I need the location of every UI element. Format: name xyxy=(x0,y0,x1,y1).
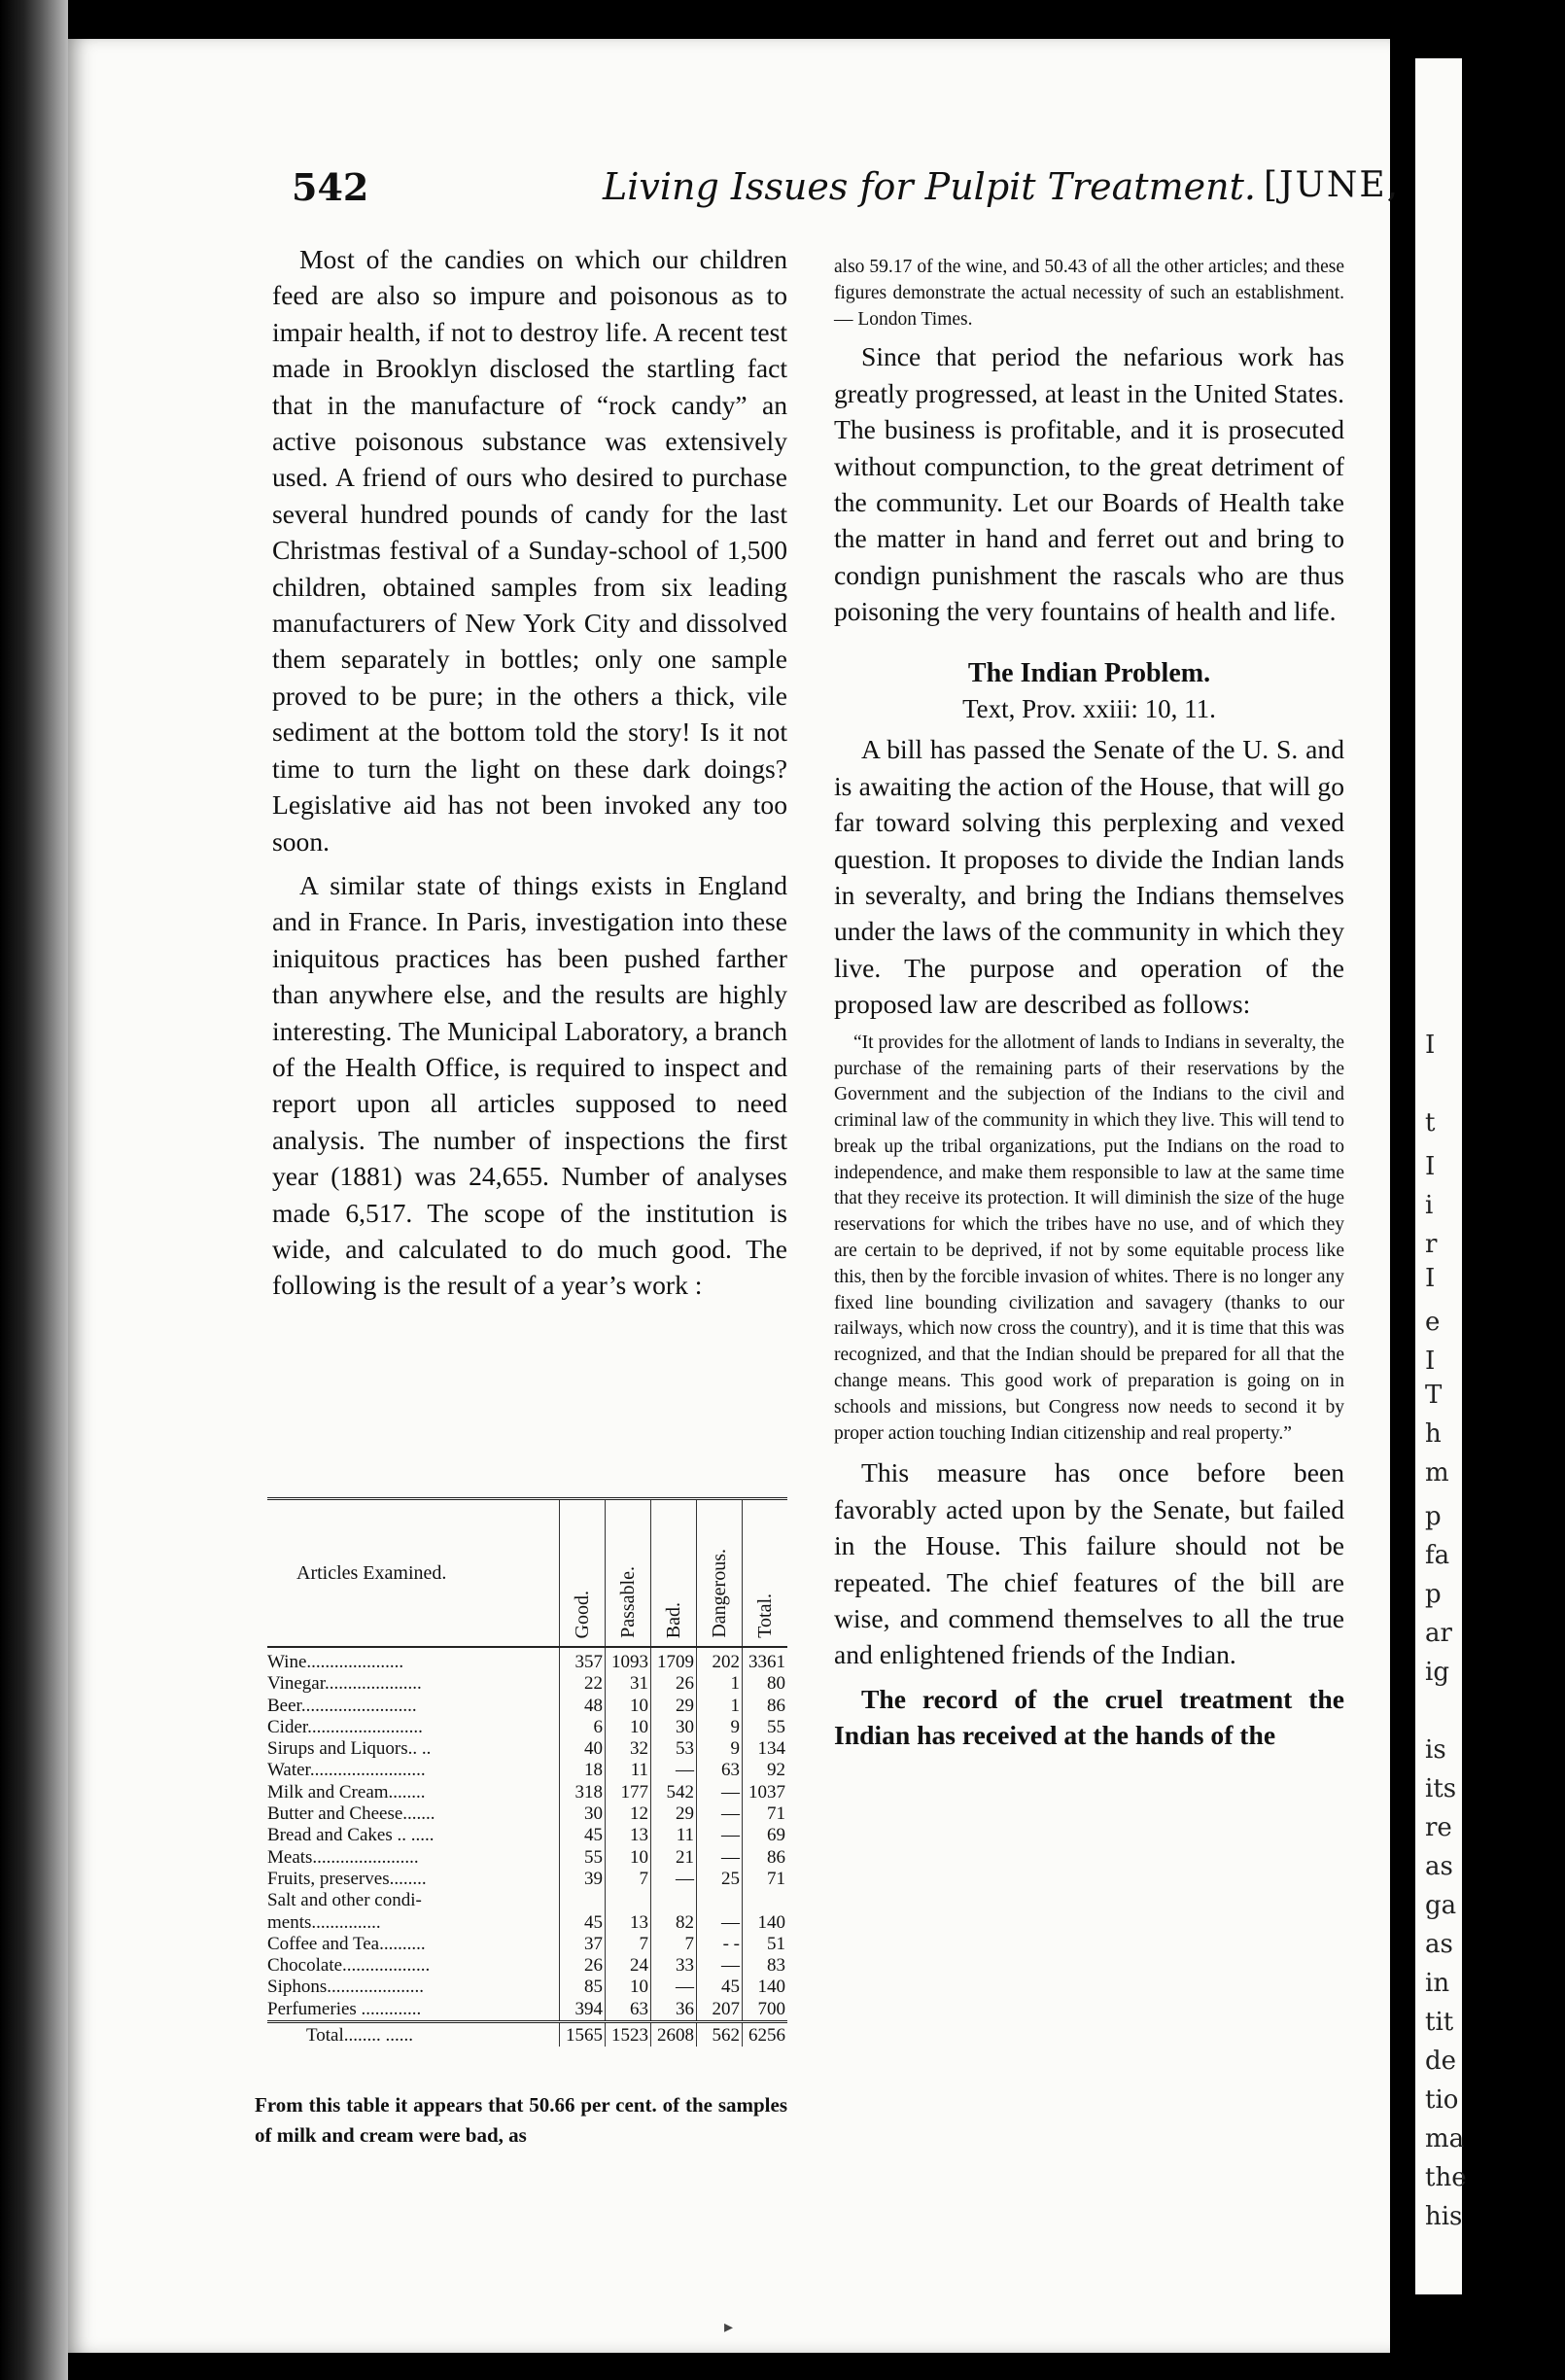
col-good: Good. xyxy=(560,1499,606,1648)
edge-letter: m xyxy=(1425,1458,1449,1488)
paragraph-paris: A similar state of things exists in England and in France. In Paris, investigation into these iniquitous practices has been pushed farther than anywhere else, and the results are highly interesting. The Municipal Laboratory, a branch of the Health Office, is required to inspect and report upon all articles supposed to need analysis. The number of inspections the first year (1881) was 24,655. Number of analyses made 6,517. The scope of the institution is wide, and calculated to do much good. The following is the result of a year’s work : xyxy=(272,869,787,1301)
col-dangerous: Dangerous. xyxy=(697,1499,743,1648)
cell-name: Vinegar..................... xyxy=(267,1673,422,1695)
table-row xyxy=(267,1825,787,1846)
text-reference: Text, Prov. xxiii: 10, 11. xyxy=(962,694,1216,724)
cell-passable: 7 xyxy=(606,1934,651,1955)
table-total-row xyxy=(267,2022,787,2048)
cell-total: 86 xyxy=(743,1847,788,1869)
cell-dangerous: - - xyxy=(697,1934,743,1955)
cell-name: Siphons..................... xyxy=(267,1977,424,1998)
edge-letter: I xyxy=(1425,1347,1436,1376)
cell-good: 18 xyxy=(560,1760,606,1781)
cell-name: Butter and Cheese....... xyxy=(267,1803,435,1825)
cell-good: 6 xyxy=(560,1717,606,1738)
edge-letter: I xyxy=(1425,1031,1436,1060)
cell-bad: 53 xyxy=(651,1738,697,1760)
running-title: Living Issues for Pulpit Treatment. xyxy=(603,165,1256,208)
edge-letter: fa xyxy=(1425,1541,1450,1570)
cell-passable: 12 xyxy=(606,1803,651,1825)
cell-total xyxy=(743,1890,788,1911)
cell-bad: 11 xyxy=(651,1825,697,1846)
cell-dangerous: 9 xyxy=(697,1738,743,1760)
cell-name: Sirups and Liquors.. .. xyxy=(267,1738,432,1760)
edge-letter: p xyxy=(1425,1502,1442,1531)
edge-letter: its xyxy=(1425,1774,1457,1803)
cell-dangerous: 9 xyxy=(697,1717,743,1738)
cell-dangerous: 63 xyxy=(697,1760,743,1781)
edge-letter: in xyxy=(1425,1969,1450,1998)
cell-passable: 10 xyxy=(606,1847,651,1869)
cell-passable: 13 xyxy=(606,1912,651,1934)
cell-name: Coffee and Tea.......... xyxy=(267,1933,426,1954)
cell-good: 1565 xyxy=(560,2022,606,2048)
cell-bad: 542 xyxy=(651,1782,697,1803)
cell-total: 51 xyxy=(743,1934,788,1955)
cell-total: 71 xyxy=(743,1803,788,1825)
edge-letter: p xyxy=(1425,1580,1442,1609)
cell-name: ments............... xyxy=(267,1911,381,1933)
col-bad: Bad. xyxy=(651,1499,697,1648)
cell-name: Wine..................... xyxy=(267,1647,560,1673)
cell-dangerous: — xyxy=(697,1803,743,1825)
table-row xyxy=(267,1869,787,1890)
cell-bad: 29 xyxy=(651,1696,697,1717)
table-row xyxy=(267,1890,787,1911)
table-row xyxy=(267,1977,787,1998)
edge-letter: I xyxy=(1425,1152,1436,1181)
edge-letter: r xyxy=(1425,1230,1438,1259)
table-row xyxy=(267,1934,787,1955)
paragraph-bill: A bill has passed the Senate of the U. S. and is awaiting the action of the House, that will go far toward solving this perplexing and vexed question. It proposes to divide the Indian lands in severalty, and bring the Indians themselves under the laws of the community in which they live. The purpose and operation of the proposed law are described as follows: xyxy=(834,734,1344,1020)
cell-bad: 26 xyxy=(651,1673,697,1695)
after-table-text: From this table it appears that 50.66 per cent. of the samples of milk and cream were bad, as xyxy=(255,2093,787,2147)
table-row xyxy=(267,1673,787,1695)
cell-total: 55 xyxy=(743,1717,788,1738)
cell-dangerous xyxy=(697,1890,743,1911)
cell-bad: 21 xyxy=(651,1847,697,1869)
cell-bad xyxy=(651,1890,697,1911)
table-label-header: Articles Examined. xyxy=(267,1499,560,1648)
table-row xyxy=(267,1912,787,1934)
cell-passable: 10 xyxy=(606,1696,651,1717)
paragraph-candies: Most of the candies on which our children feed are also so impure and poisonous as to impair health, if not to destroy life. A recent test made in Brooklyn disclosed the startling fact that in the manufacture of “rock candy” an active poisonous substance was extensively used. A friend of ours who desired to purchase several hundred pounds of candy for the last Christmas festival of a Sunday-school of 1,500 children, obtained samples from six leading manufacturers of New York City and dissolved them separately in bottles; only one sample proved to be pure; in the others a thick, vile sediment at the bottom told the story! Is it not time to turn the light on these dark doings? Legislative aid has not been invoked any too soon. xyxy=(272,244,787,857)
cell-passable: 11 xyxy=(606,1760,651,1781)
cell-bad: — xyxy=(651,1977,697,1998)
header-month: [JUNE, xyxy=(1264,165,1401,205)
cell-total: 134 xyxy=(743,1738,788,1760)
paragraph-nefarious: Since that period the nefarious work has greatly progressed, at least in the United States. The business is profitable, and it is prosecuted without compunction, to the great detriment of the community. Let our Boards of Health take the matter in hand and ferret out and bring to condign punishment the rascals who are thus poisoning the very fountains of health and life. xyxy=(834,341,1344,627)
cell-dangerous: 1 xyxy=(697,1673,743,1695)
cell-good: 37 xyxy=(560,1934,606,1955)
right-column xyxy=(834,255,1344,1754)
cell-bad: 2608 xyxy=(651,2022,697,2048)
cell-dangerous: 207 xyxy=(697,1999,743,2022)
table-row xyxy=(267,1955,787,1977)
edge-letter: ma xyxy=(1425,2124,1465,2153)
cell-bad: 82 xyxy=(651,1912,697,1934)
cell-name: Salt and other condi- xyxy=(267,1890,422,1911)
table-row xyxy=(267,1760,787,1781)
cell-total: 83 xyxy=(743,1955,788,1977)
edge-letter: T xyxy=(1425,1381,1443,1410)
col-passable: Passable. xyxy=(606,1499,651,1648)
table-row xyxy=(267,1717,787,1738)
cell-name: Chocolate................... xyxy=(267,1955,431,1977)
edge-letter: t xyxy=(1425,1108,1436,1138)
table-row xyxy=(267,1738,787,1760)
cell-name: Water......................... xyxy=(267,1760,426,1781)
edge-letter: ig xyxy=(1425,1658,1449,1687)
cell-bad: — xyxy=(651,1760,697,1781)
cell-passable: 31 xyxy=(606,1673,651,1695)
cell-total: 71 xyxy=(743,1869,788,1890)
cell-passable: 13 xyxy=(606,1825,651,1846)
paragraph-measure: This measure has once before been favorably acted upon by the Senate, but failed in the House. This failure should not be repeated. The chief features of the bill are wise, and commend themselves to all the true and enlightened friends of the Indian. xyxy=(834,1457,1344,1670)
book-binding xyxy=(0,0,68,2380)
cell-dangerous: — xyxy=(697,1825,743,1846)
cell-dangerous: 562 xyxy=(697,2022,743,2048)
left-column xyxy=(272,241,787,1304)
quote-continuation: also 59.17 of the wine, and 50.43 of all the other articles; and these figures demonstrate the actual necessity of such an establishment.— London Times. xyxy=(834,257,1344,330)
cell-passable: 7 xyxy=(606,1869,651,1890)
section-heading: The Indian Problem. xyxy=(967,657,1211,688)
cell-dangerous: — xyxy=(697,1782,743,1803)
cell-good: 40 xyxy=(560,1738,606,1760)
cell-bad: 7 xyxy=(651,1934,697,1955)
edge-letter: tio xyxy=(1425,2085,1459,2115)
edge-letter: h xyxy=(1425,1419,1442,1449)
edge-letter: as xyxy=(1425,1852,1453,1881)
cell-total: 140 xyxy=(743,1912,788,1934)
cell-name: Total........ ...... xyxy=(267,2022,560,2048)
edge-letter: is xyxy=(1425,1735,1446,1765)
cell-passable: 32 xyxy=(606,1738,651,1760)
cell-total: 140 xyxy=(743,1977,788,1998)
cell-total: 80 xyxy=(743,1673,788,1695)
cell-bad: — xyxy=(651,1869,697,1890)
cell-passable: 63 xyxy=(606,1999,651,2022)
cell-dangerous: — xyxy=(697,1912,743,1934)
cell-total: 92 xyxy=(743,1760,788,1781)
cell-total: 69 xyxy=(743,1825,788,1846)
cell-bad: 33 xyxy=(651,1955,697,1977)
cell-passable: 10 xyxy=(606,1717,651,1738)
cell-name: Beer......................... xyxy=(267,1695,417,1716)
cell-good: 357 xyxy=(560,1647,606,1673)
cell-dangerous: 202 xyxy=(697,1647,743,1673)
cell-dangerous: 45 xyxy=(697,1977,743,1998)
edge-letter: tit xyxy=(1425,2008,1454,2037)
cell-good: 318 xyxy=(560,1782,606,1803)
cell-dangerous: 1 xyxy=(697,1696,743,1717)
cell-bad: 36 xyxy=(651,1999,697,2022)
cell-bad: 29 xyxy=(651,1803,697,1825)
edge-letter: as xyxy=(1425,1930,1453,1959)
table-row xyxy=(267,1999,787,2022)
cell-good: 45 xyxy=(560,1825,606,1846)
cell-good xyxy=(560,1890,606,1911)
cell-total: 1037 xyxy=(743,1782,788,1803)
cell-name: Perfumeries ............. xyxy=(267,1998,422,2019)
edge-letter: de xyxy=(1425,2047,1457,2076)
table-row xyxy=(267,1803,787,1825)
cell-good: 39 xyxy=(560,1869,606,1890)
cell-good: 30 xyxy=(560,1803,606,1825)
cell-bad: 1709 xyxy=(651,1647,697,1673)
cell-total: 6256 xyxy=(743,2022,788,2048)
paragraph-record: The record of the cruel treatment the Indian has received at the hands of the xyxy=(834,1683,1344,1751)
cell-good: 26 xyxy=(560,1955,606,1977)
cell-passable xyxy=(606,1890,651,1911)
cell-passable: 24 xyxy=(606,1955,651,1977)
table-row xyxy=(267,1847,787,1869)
edge-letter: ar xyxy=(1425,1619,1452,1648)
edge-letter: i xyxy=(1425,1191,1434,1220)
cell-good: 22 xyxy=(560,1673,606,1695)
edge-letter: I xyxy=(1425,1264,1436,1293)
block-quote: “It provides for the allotment of lands to Indians in severalty, the purchase of the remaining parts of their reservations by the Government and the subjection of the Indians to the civil and criminal law of the community in which they live. This will tend to break up the tribal organizations, put the Indians on the road to independence, and make them responsible to law at the same time that they receive its protection. It will diminish the size of the huge reservations for which the tribes have no use, and of which they are certain to be deprived, if not by some equitable process like this, then by the forcible invasion of whites. There is no longer any fixed line bounding civilization and savagery (thanks to our railways, which now cross the country), and it is time that this was recognized, and that the Indian should be prepared for all that the change means. This good work of preparation is going on in schools and missions, but Congress now needs to second it by proper action touching Indian citizenship and real property.” xyxy=(834,1032,1344,1444)
cell-passable: 177 xyxy=(606,1782,651,1803)
cell-bad: 30 xyxy=(651,1717,697,1738)
table-row xyxy=(267,1782,787,1803)
edge-letter: his xyxy=(1425,2202,1463,2231)
cell-total: 3361 xyxy=(743,1647,788,1673)
cell-dangerous: 25 xyxy=(697,1869,743,1890)
next-page-edge xyxy=(1415,58,1467,2294)
cell-name: Fruits, preserves........ xyxy=(267,1868,427,1889)
scan-mark: ▸ xyxy=(724,2317,734,2337)
page-number: 542 xyxy=(292,165,369,209)
cell-name: Cider......................... xyxy=(267,1716,423,1737)
cell-name: Milk and Cream........ xyxy=(267,1781,426,1802)
cell-total: 700 xyxy=(743,1999,788,2022)
cell-passable: 10 xyxy=(606,1977,651,1998)
cell-name: Meats....................... xyxy=(267,1846,419,1868)
cell-good: 45 xyxy=(560,1912,606,1934)
cell-name: Bread and Cakes .. ..... xyxy=(267,1825,435,1846)
edge-letter: re xyxy=(1425,1813,1452,1842)
cell-good: 55 xyxy=(560,1847,606,1869)
cell-passable: 1523 xyxy=(606,2022,651,2048)
running-header xyxy=(292,165,1565,224)
edge-letter: e xyxy=(1425,1308,1441,1337)
edge-letter: ga xyxy=(1425,1891,1457,1920)
cell-dangerous: — xyxy=(697,1955,743,1977)
cell-good: 48 xyxy=(560,1696,606,1717)
analysis-table xyxy=(267,1497,787,2047)
cell-good: 394 xyxy=(560,1999,606,2022)
table-row xyxy=(267,1647,787,1673)
edge-letter: the xyxy=(1425,2163,1467,2192)
col-total: Total. xyxy=(743,1499,788,1648)
table-row xyxy=(267,1696,787,1717)
cell-dangerous: — xyxy=(697,1847,743,1869)
cell-total: 86 xyxy=(743,1696,788,1717)
cell-good: 85 xyxy=(560,1977,606,1998)
cell-passable: 1093 xyxy=(606,1647,651,1673)
